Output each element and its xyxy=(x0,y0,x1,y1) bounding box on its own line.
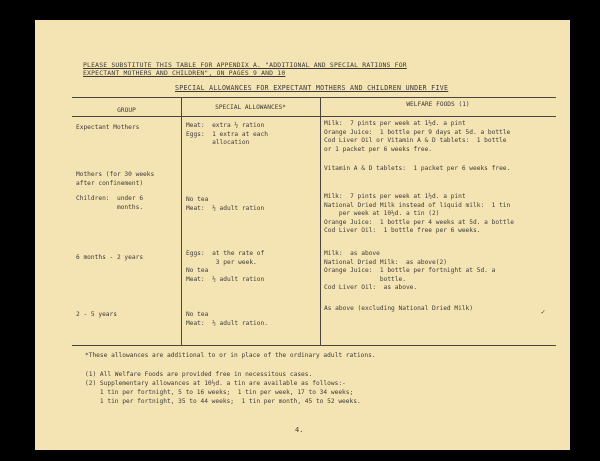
group-expectant-mothers: Expectant Mothers xyxy=(76,124,140,131)
column-header-group: GROUP xyxy=(117,107,136,114)
header-line-1: PLEASE SUBSTITUTE THIS TABLE FOR APPENDIX A. "ADDITIONAL AND SPECIAL RATIONS FOR xyxy=(83,61,407,69)
page-number: 4. xyxy=(295,426,304,434)
group-mothers: Mothers (for 30 weeks after confinement) xyxy=(76,171,155,187)
welfare-2-5-years: As above (excluding National Dried Milk) xyxy=(324,305,474,312)
table-header-rule xyxy=(72,116,556,117)
tick-mark: ✓ xyxy=(541,308,546,316)
document-page xyxy=(35,20,570,450)
allowance-expectant-mothers: Meat: extra ½ ration Eggs: 1 extra at each allocation xyxy=(186,122,268,147)
allowance-6-months-2-years: Eggs: at the rate of 3 per week. No tea Meat: ½ adult ration xyxy=(186,250,265,283)
group-children-under-6-months: Children: under 6 months. xyxy=(76,195,144,211)
allowances-table xyxy=(72,97,556,346)
welfare-6-months-2-years: Milk: as above National Dried Milk: as above(2) Orange Juice: 1 bottle per fortnight at 5d. a bottle. Cod Liver Oil: as above. xyxy=(324,250,496,292)
welfare-mothers: Vitamin A & D tablets: 1 packet per 6 weeks free. xyxy=(324,165,511,172)
table-bottom-rule xyxy=(72,345,556,346)
header-line-2: EXPECTANT MOTHERS AND CHILDREN", ON PAGES 9 AND 10 xyxy=(83,69,286,77)
column-header-welfare-foods: WELFARE FOODS (1) xyxy=(406,101,470,108)
column-divider-1 xyxy=(181,97,182,346)
footnote-1: (1) All Welfare Foods are provided free in necessitous cases. xyxy=(85,371,313,378)
group-2-5-years: 2 - 5 years xyxy=(76,311,117,318)
footnote-2: (2) Supplementary allowances at 10½d. a tin are available as follows:- 1 tin per fortnight, 5 to 16 weeks; 1 tin per week, 17 to 34 weeks; 1 tin per fortnight, 35 to 44 weeks; 1 tin per month, 45 to 52 weeks. xyxy=(85,380,361,405)
footnote-asterisk: *These allowances are additional to or in place of the ordinary adult rations. xyxy=(85,352,376,359)
allowance-children-under-6-months: No tea Meat: ½ adult ration xyxy=(186,196,265,212)
allowance-2-5-years: No tea Meat: ½ adult ration. xyxy=(186,311,268,327)
table-top-rule xyxy=(72,97,556,98)
welfare-expectant-mothers: Milk: 7 pints per week at 1½d. a pint Orange Juice: 1 bottle per 9 days at 5d. a bottle Cod Liver Oil or Vitamin A & D tablets: 1 bottle or 1 packet per 6 weeks free. xyxy=(324,120,511,153)
column-divider-2 xyxy=(320,97,321,346)
table-title: SPECIAL ALLOWANCES FOR EXPECTANT MOTHERS AND CHILDREN UNDER FIVE xyxy=(175,84,449,92)
column-header-special-allowances: SPECIAL ALLOWANCES* xyxy=(215,104,286,111)
group-6-months-2-years: 6 months - 2 years xyxy=(76,254,144,261)
welfare-children-under-6-months: Milk: 7 pints per week at 1½d. a pint National Dried Milk instead of liquid milk: 1 tin per week at 10½d. a tin (2) Orange Juice: 1 bottle per 4 weeks at 5d. a bottle Cod Liver Oil: 1 bottle free per 6 weeks. xyxy=(324,193,514,235)
